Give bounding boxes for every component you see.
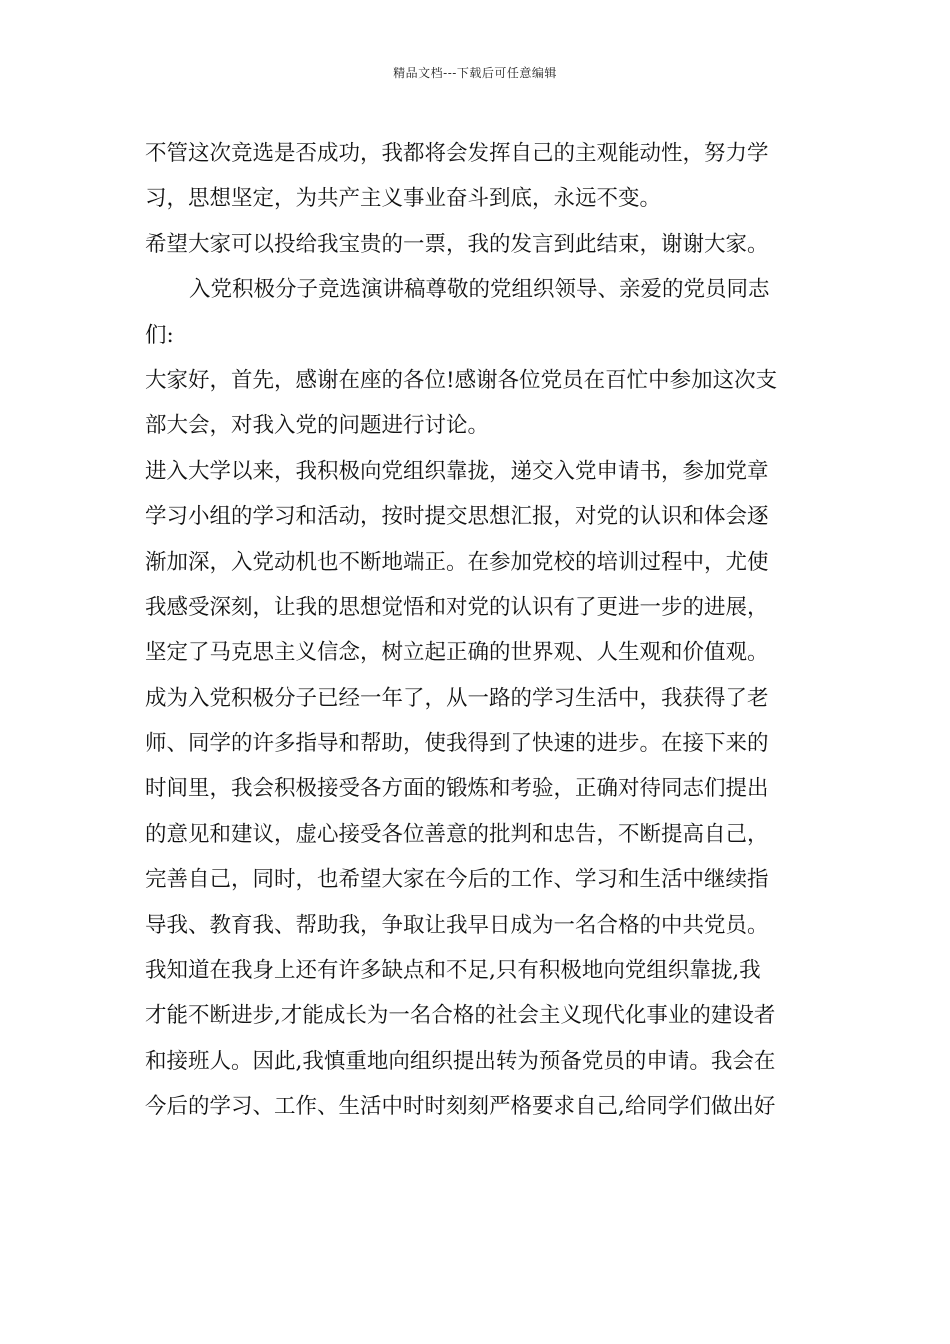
text-line: 坚定了马克思主义信念，树立起正确的世界观、人生观和价值观。 — [145, 640, 769, 666]
text-line: 渐加深，入党动机也不断地端正。在参加党校的培训过程中，尤使 — [145, 549, 769, 575]
text-line: 今后的学习、工作、生活中时时刻刻严格要求自己,给同学们做出好 — [145, 1094, 776, 1120]
text-line: 师、同学的许多指导和帮助，使我得到了快速的进步。在接下来的 — [145, 731, 769, 757]
text-line: 们: — [145, 322, 174, 348]
text-line: 才能不断进步,才能成长为一名合格的社会主义现代化事业的建设者 — [145, 1003, 776, 1029]
document-body — [145, 131, 810, 1130]
text-line-indented: 入党积极分子竞选演讲稿尊敬的党组织领导、亲爱的党员同志 — [189, 277, 770, 303]
text-line: 导我、教育我、帮助我，争取让我早日成为一名合格的中共党员。 — [145, 912, 769, 938]
text-line: 成为入党积极分子已经一年了，从一路的学习生活中，我获得了老 — [145, 685, 769, 711]
text-line: 和接班人。因此,我慎重地向组织提出转为预备党员的申请。我会在 — [145, 1048, 776, 1074]
text-line: 习，思想坚定，为共产主义事业奋斗到底，永远不变。 — [145, 186, 662, 212]
text-line: 进入大学以来，我积极向党组织靠拢，递交入党申请书，参加党章 — [145, 458, 769, 484]
text-line: 学习小组的学习和活动，按时提交思想汇报，对党的认识和体会逐 — [145, 504, 769, 530]
text-line: 不管这次竞选是否成功，我都将会发挥自己的主观能动性，努力学 — [145, 141, 769, 166]
page-header: 精品文档---下载后可任意编辑 — [393, 66, 557, 80]
text-line: 我感受深刻，让我的思想觉悟和对党的认识有了更进一步的进展， — [145, 594, 769, 620]
text-line: 希望大家可以投给我宝贵的一票，我的发言到此结束，谢谢大家。 — [145, 231, 769, 257]
text-line: 我知道在我身上还有许多缺点和不足,只有积极地向党组织靠拢,我 — [145, 958, 761, 984]
text-line: 大家好，首先，感谢在座的各位!感谢各位党员在百忙中参加这次支 — [145, 367, 778, 393]
text-line: 完善自己，同时，也希望大家在今后的工作、学习和生活中继续指 — [145, 867, 769, 893]
text-line: 时间里，我会积极接受各方面的锻炼和考验，正确对待同志们提出 — [145, 776, 769, 802]
text-line: 部大会，对我入党的问题进行讨论。 — [145, 413, 490, 439]
text-line: 的意见和建议，虚心接受各位善意的批判和忠告，不断提高自己， — [145, 821, 769, 847]
